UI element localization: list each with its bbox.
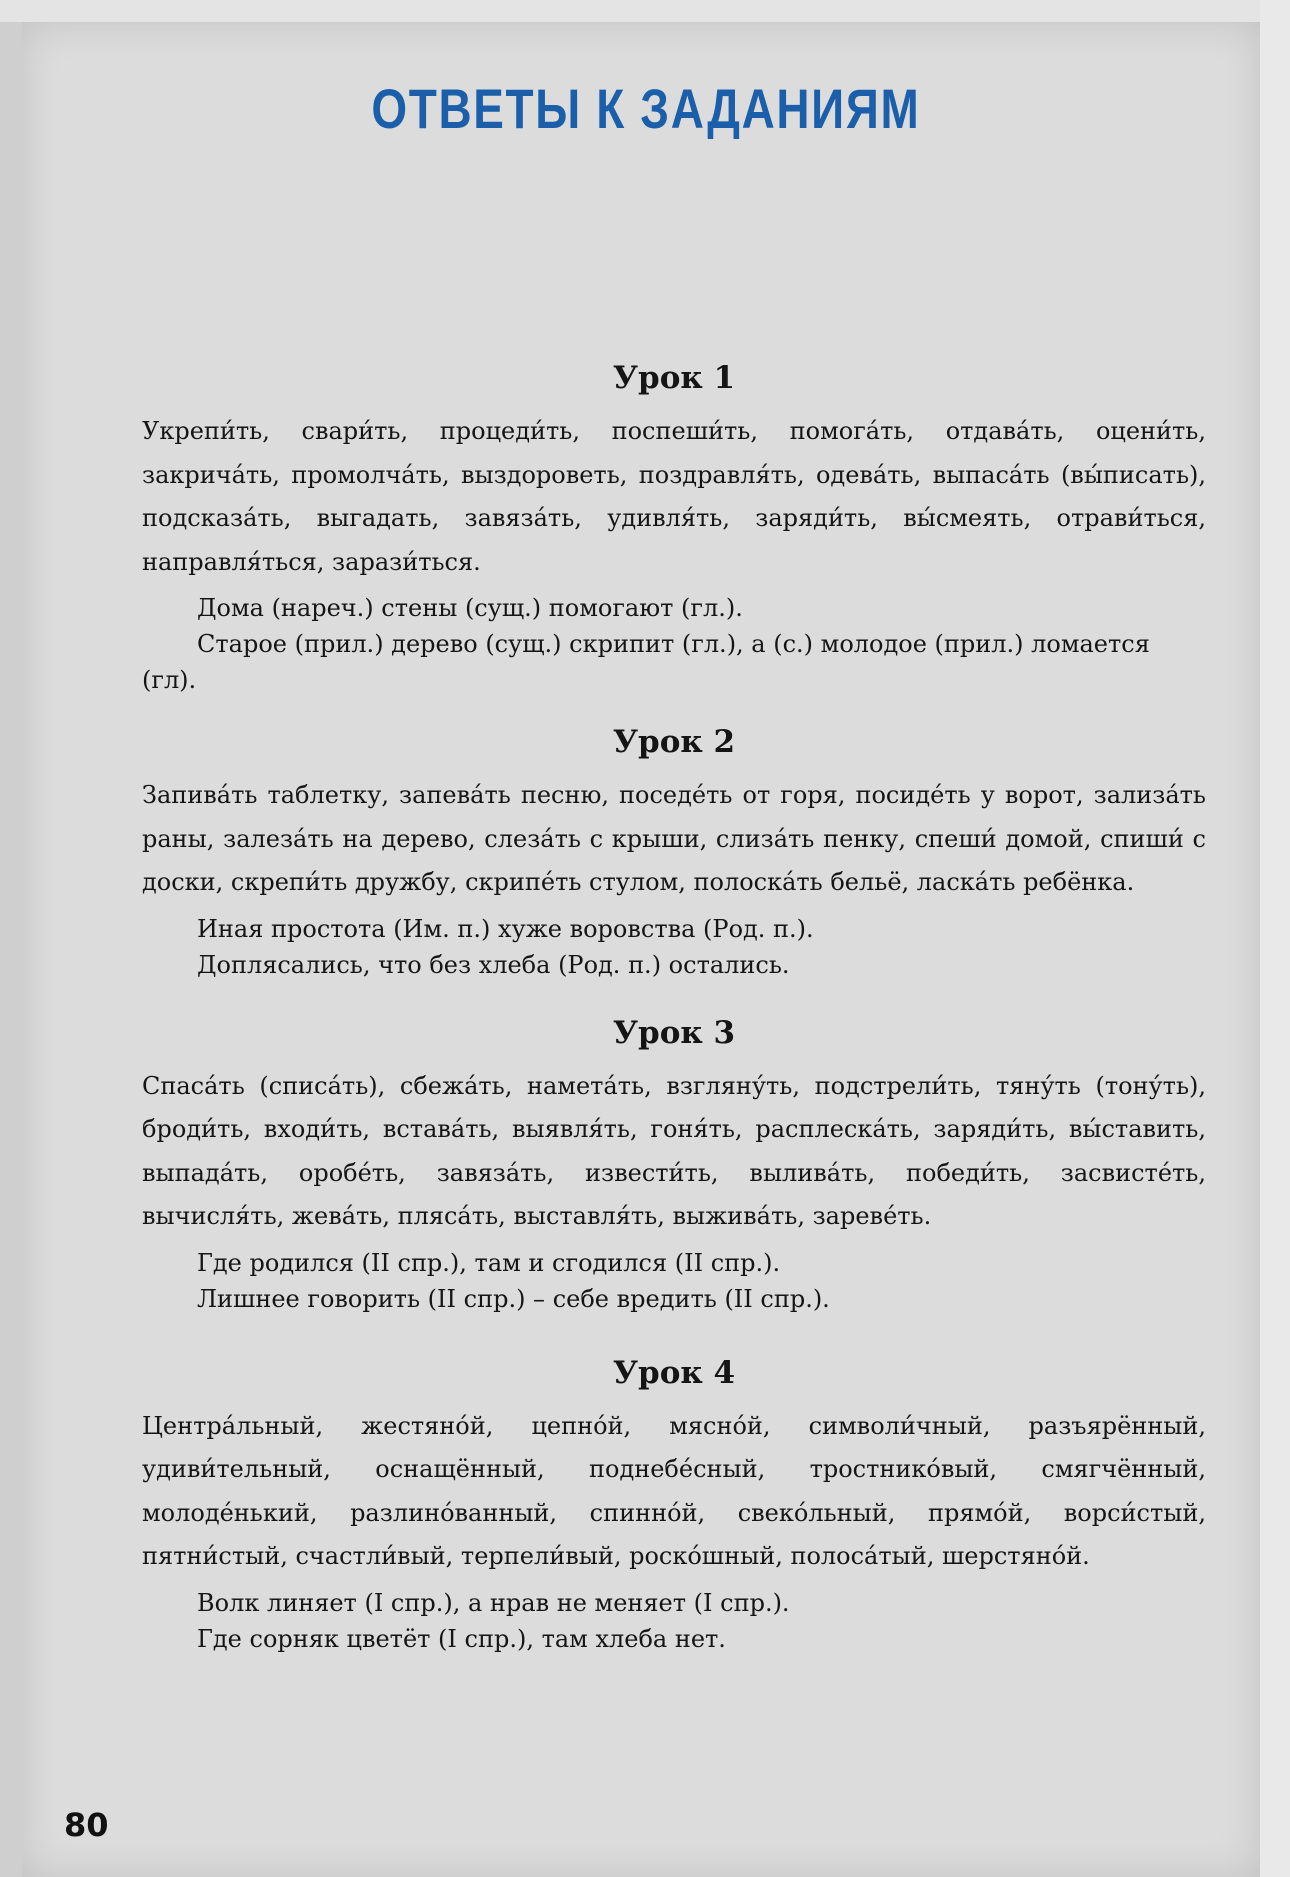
scan-background-right: [1260, 0, 1290, 1877]
spacer: [142, 1317, 1206, 1353]
proverb: Где родился (II спр.), там и сгодился (II спр.).: [197, 1248, 781, 1277]
proverb: Лишнее говорить (II спр.) – себе вредить (II спр.).: [197, 1284, 830, 1313]
proverb: Доплясались, что без хлеба (Род. п.) остались.: [197, 950, 790, 979]
lesson-words: Спаса́ть (списа́ть), сбежа́ть, намета́ть, взгляну́ть, подстрели́ть, тяну́ть (тону́ть), броди́ть, входи́ть, встава́ть, выявля́ть, гоня́ть, расплеска́ть, заряди́ть, вы́ставить, выпада́ть, оробе́ть, завяза́ть, извести́ть, вылива́ть, победи́ть, засвисте́ть, вычисля́ть, жева́ть, пляса́ть, выставля́ть, выжива́ть, зареве́ть.: [142, 1071, 1206, 1230]
scan-background-top: [0, 0, 1290, 22]
lesson-words: Центра́льный, жестяно́й, цепно́й, мясно́й, символи́чный, разъярённый, удиви́тельный, оснащённый, поднебе́сный, тростнико́вый, смягчённый, молоде́нький, разлино́ванный, спинно́й, свеко́льный, прямо́й, ворси́стый, пятни́стый, счастли́вый, терпели́вый, роско́шный, полоса́тый, шерстяно́й.: [142, 1411, 1206, 1570]
answers-content: [142, 358, 1206, 1657]
lesson-title: Урок 3: [612, 1014, 736, 1051]
proverb: Волк линяет (I спр.), а нрав не меняет (I спр.).: [197, 1588, 790, 1617]
proverb: Где сорняк цветёт (I спр.), там хлеба нет.: [197, 1624, 726, 1653]
spacer: [142, 983, 1206, 1013]
lesson-title: Урок 2: [612, 724, 736, 760]
page-number: 80: [64, 1806, 109, 1844]
page-title: ОТВЕТЫ К ЗАДАНИЯМ: [371, 77, 921, 140]
lesson-2: [142, 722, 1206, 983]
lesson-title: Урок 4: [612, 1354, 736, 1391]
lesson-words: Запива́ть таблетку, запева́ть песню, поседе́ть от горя, посиде́ть у ворот, зализа́ть раны, залеза́ть на дерево, слеза́ть с крыши, слиза́ть пенку, спеши́ домой, спиши́ с доски, скрепи́ть дружбу, скрипе́ть стулом, полоска́ть бельё, ласка́ть ребёнка.: [142, 781, 1206, 896]
spacer: [142, 698, 1206, 722]
proverb: Иная простота (Им. п.) хуже воровства (Род. п.).: [197, 914, 814, 943]
lesson-3: [142, 1013, 1206, 1317]
proverb: Дома (нареч.) стены (сущ.) помогают (гл.).: [197, 594, 743, 622]
proverb: Старое (прил.) дерево (сущ.) скрипит (гл.), а (с.) молодое (прил.) ломается (гл).: [142, 630, 1150, 694]
lesson-words: Укрепи́ть, свари́ть, процеди́ть, поспеши́ть, помога́ть, отдава́ть, оцени́ть, закрича́ть, промолча́ть, выздороветь, поздравля́ть, одева́ть, выпаса́ть (вы́писать), подсказа́ть, выгадать, завяза́ть, удивля́ть, заряди́ть, вы́смеять, отрави́ться, направля́ться, зарази́ться.: [142, 417, 1206, 576]
lesson-4: [142, 1353, 1206, 1657]
lesson-title: Урок 1: [612, 360, 736, 396]
lesson-1: [142, 358, 1206, 698]
